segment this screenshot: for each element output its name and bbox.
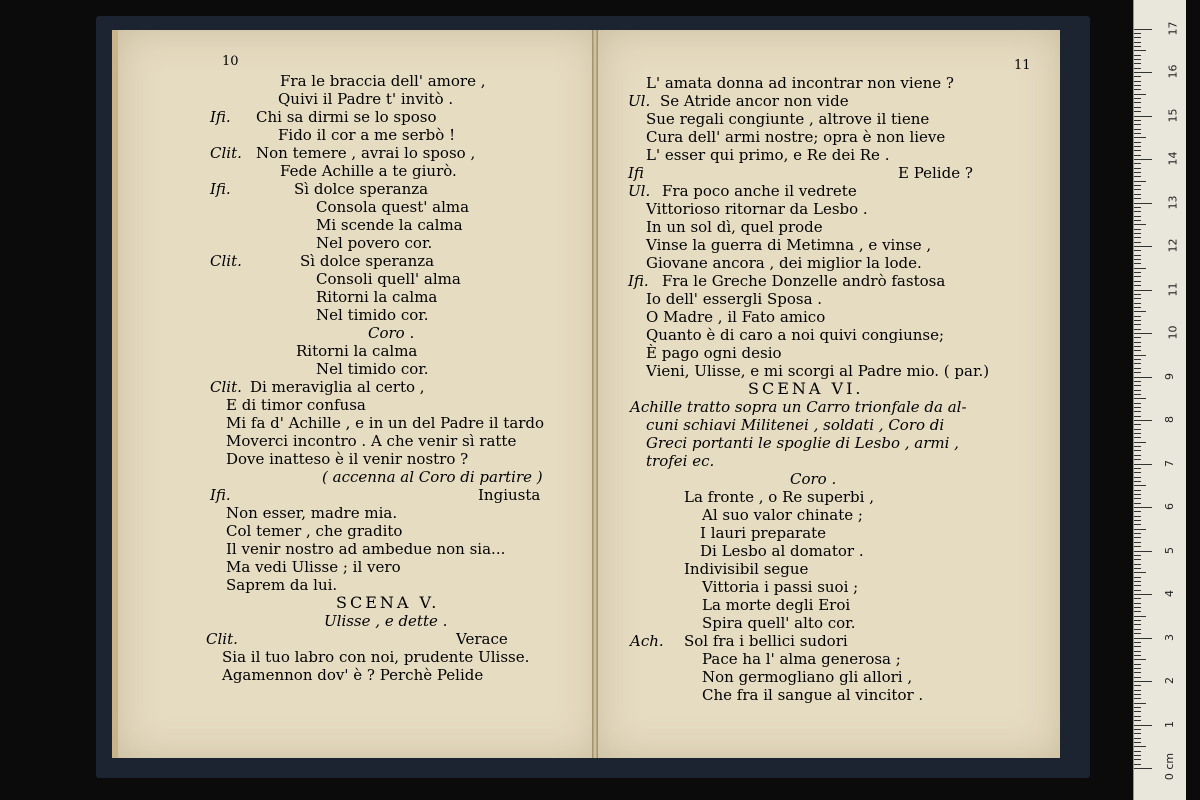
text-line: Spira quell' alto cor.	[702, 614, 856, 632]
ruler-tick	[1134, 363, 1141, 364]
text-line: Pace ha l' alma generosa ;	[702, 650, 901, 668]
ruler-tick	[1134, 129, 1141, 130]
ruler-tick	[1134, 33, 1141, 34]
ruler-tick	[1134, 329, 1141, 330]
ruler-tick	[1134, 681, 1152, 682]
text-line: Vieni, Ulisse, e mi scorgi al Padre mio. ( par.)	[646, 362, 990, 380]
stage-direction: cuni schiavi Militenei , soldati , Coro di	[646, 416, 945, 434]
ruler-number: 17	[1166, 21, 1180, 35]
ruler-tick	[1134, 725, 1152, 726]
ruler-tick	[1134, 707, 1141, 708]
ruler-tick	[1134, 450, 1141, 451]
ruler-tick	[1134, 194, 1141, 195]
ruler-tick	[1134, 768, 1152, 769]
ruler-tick	[1134, 646, 1141, 647]
ruler-tick	[1134, 416, 1141, 417]
ruler-number: 11	[1166, 282, 1180, 296]
stage-direction: trofei ec.	[646, 452, 715, 470]
text-line: Sia il tuo labro con noi, prudente Ulisse.	[222, 648, 530, 666]
ruler-number: 15	[1166, 108, 1180, 122]
ruler-number: 9	[1163, 372, 1176, 380]
ruler-tick	[1134, 102, 1141, 103]
text-line: Nel timido cor.	[316, 306, 429, 324]
ruler-tick	[1134, 37, 1141, 38]
text-line: Consola quest' alma	[316, 198, 470, 216]
ruler-number: 7	[1163, 459, 1176, 467]
text-line: Quivi il Padre t' invitò .	[278, 90, 454, 108]
text-line: E Pelide ?	[898, 164, 973, 182]
ruler-number: 8	[1163, 416, 1176, 423]
ruler-tick	[1134, 146, 1141, 147]
ruler-tick	[1134, 668, 1141, 669]
ruler-tick	[1134, 211, 1141, 212]
scene-heading: SCENA V.	[336, 593, 440, 612]
text-line: E di timor confusa	[226, 396, 366, 414]
ruler-number: 14	[1166, 151, 1180, 166]
text-line: Indivisibil segue	[684, 560, 809, 578]
speaker-label: Clit.	[210, 144, 242, 162]
ruler-tick	[1134, 133, 1141, 134]
ruler-tick	[1134, 163, 1141, 164]
text-line: Ritorni la calma	[316, 288, 438, 306]
ruler-tick	[1134, 150, 1141, 151]
ruler-number: 4	[1163, 590, 1176, 597]
text-line: Di meraviglia al certo ,	[250, 378, 425, 396]
ruler-tick	[1134, 411, 1141, 412]
speaker-label: Ifi.	[628, 272, 649, 290]
ruler-tick	[1134, 581, 1141, 582]
text-line: Il venir nostro ad ambedue non sia...	[226, 540, 506, 558]
ruler-tick	[1134, 224, 1146, 225]
text-line: Col temer , che gradito	[226, 522, 403, 540]
ruler-tick	[1134, 263, 1141, 264]
ruler-tick	[1134, 359, 1141, 360]
ruler-tick	[1134, 477, 1141, 478]
ruler-tick	[1134, 603, 1141, 604]
text-line: Quanto è di caro a noi quivi congiunse;	[646, 326, 945, 344]
chorus-heading: Coro .	[368, 324, 415, 342]
stage-direction: Greci portanti le spoglie di Lesbo , armi ,	[646, 434, 959, 452]
ruler-tick	[1134, 50, 1146, 51]
ruler-tick	[1134, 555, 1141, 556]
ruler-tick	[1134, 507, 1152, 508]
ruler-tick	[1134, 272, 1141, 273]
ruler-tick	[1134, 446, 1141, 447]
text-line: Dove inatteso è il venir nostro ?	[226, 450, 469, 468]
ruler-tick	[1134, 546, 1141, 547]
ruler-number: 10	[1166, 325, 1180, 340]
ruler-tick	[1134, 385, 1141, 386]
ruler-tick	[1134, 316, 1141, 317]
ruler-tick	[1134, 290, 1152, 291]
ruler-tick	[1134, 203, 1152, 204]
ruler-tick	[1134, 511, 1141, 512]
ruler-tick	[1134, 498, 1141, 499]
text-line: È pago ogni desio	[646, 344, 782, 362]
ruler-tick	[1134, 433, 1141, 434]
ruler-tick	[1134, 55, 1141, 56]
ruler-tick	[1134, 755, 1141, 756]
text-line: Consoli quell' alma	[316, 270, 461, 288]
ruler-tick	[1134, 242, 1141, 243]
ruler-tick	[1134, 59, 1141, 60]
ruler-tick	[1134, 481, 1141, 482]
ruler-tick	[1134, 216, 1141, 217]
ruler-tick	[1134, 638, 1152, 639]
ruler-tick	[1134, 733, 1141, 734]
text-line: Verace	[456, 630, 508, 648]
speaker-label: Ach.	[630, 632, 664, 650]
ruler-tick	[1134, 189, 1141, 190]
ruler-tick	[1134, 746, 1146, 747]
ruler-tick	[1134, 346, 1141, 347]
ruler-tick	[1134, 607, 1141, 608]
text-line: La fronte , o Re superbi ,	[684, 488, 874, 506]
ruler-tick	[1134, 464, 1152, 465]
text-line: I lauri preparate	[700, 524, 827, 542]
text-line: Non germogliano gli allori ,	[702, 668, 913, 686]
text-line: Fede Achille a te giurò.	[280, 162, 457, 180]
ruler-tick	[1134, 442, 1146, 443]
text-line: Giovane ancora , dei miglior la lode.	[646, 254, 922, 272]
ruler-tick	[1134, 307, 1141, 308]
ruler-tick	[1134, 42, 1141, 43]
ruler-tick	[1134, 524, 1141, 525]
ruler-tick	[1134, 85, 1141, 86]
text-line: Io dell' essergli Sposa .	[646, 290, 823, 308]
text-line: Ma vedi Ulisse ; il vero	[226, 558, 401, 576]
ruler-tick	[1134, 738, 1141, 739]
ruler-tick	[1134, 172, 1141, 173]
ruler-tick	[1134, 485, 1146, 486]
ruler-tick	[1134, 720, 1141, 721]
text-line: In un sol dì, quel prode	[646, 218, 823, 236]
ruler-tick	[1134, 176, 1141, 177]
ruler-tick	[1134, 72, 1152, 73]
measuring-ruler	[1133, 0, 1186, 800]
ruler-tick	[1134, 742, 1141, 743]
ruler-tick	[1134, 520, 1141, 521]
speaker-label: Ifi	[628, 164, 644, 182]
ruler-number: 12	[1166, 238, 1180, 253]
ruler-tick	[1134, 577, 1141, 578]
ruler-tick	[1134, 472, 1141, 473]
text-line: Ritorni la calma	[296, 342, 418, 360]
text-line: Cura dell' armi nostre; opra è non lieve	[646, 128, 946, 146]
ruler-number: 5	[1163, 546, 1176, 554]
speaker-label: Ul.	[628, 92, 651, 110]
text-line: Agamennon dov' è ? Perchè Pelide	[222, 666, 484, 684]
ruler-tick	[1134, 350, 1141, 351]
text-line: Vinse la guerra di Metimna , e vinse ,	[646, 236, 932, 254]
ruler-tick	[1134, 424, 1141, 425]
ruler-tick	[1134, 372, 1141, 373]
ruler-tick	[1134, 320, 1141, 321]
ruler-tick	[1134, 168, 1141, 169]
ruler-tick	[1134, 255, 1141, 256]
ruler-tick	[1134, 220, 1141, 221]
ruler-tick	[1134, 537, 1141, 538]
text-line: Saprem da lui.	[226, 576, 338, 594]
ruler-tick	[1134, 246, 1152, 247]
speaker-label: Clit.	[206, 630, 238, 648]
scene-characters: Ulisse , e dette .	[324, 612, 448, 630]
ruler-tick	[1134, 494, 1141, 495]
ruler-tick	[1134, 268, 1146, 269]
ruler-tick	[1134, 89, 1141, 90]
right-page-number: 11	[1014, 58, 1031, 73]
ruler-tick	[1134, 381, 1141, 382]
ruler-tick	[1134, 403, 1141, 404]
text-line: Moverci incontro . A che venir sì ratte	[226, 432, 517, 450]
left-page-number: 10	[222, 54, 239, 69]
ruler-tick	[1134, 120, 1141, 121]
ruler-tick	[1134, 342, 1141, 343]
text-line: Fra le braccia dell' amore ,	[280, 72, 486, 90]
text-line: Sì dolce speranza	[294, 180, 429, 198]
ruler-tick	[1134, 303, 1141, 304]
ruler-tick	[1134, 468, 1141, 469]
text-line: Vittoria i passi suoi ;	[702, 578, 859, 596]
text-line: La morte degli Eroi	[702, 596, 851, 614]
ruler-tick	[1134, 594, 1152, 595]
ruler-tick	[1134, 624, 1141, 625]
ruler-tick	[1134, 181, 1146, 182]
speaker-label: Ifi.	[210, 108, 231, 126]
ruler-tick	[1134, 324, 1141, 325]
speaker-label: Clit.	[210, 378, 242, 396]
ruler-tick	[1134, 729, 1141, 730]
stage-direction: ( accenna al Coro di partire )	[322, 468, 543, 486]
text-line: Mi fa d' Achille , e in un del Padre il tardo	[226, 414, 545, 432]
ruler-tick	[1134, 516, 1141, 517]
ruler-tick	[1134, 459, 1141, 460]
ruler-tick	[1134, 107, 1141, 108]
ruler-tick	[1134, 694, 1141, 695]
ruler-tick	[1134, 642, 1141, 643]
ruler-tick	[1134, 759, 1141, 760]
ruler-tick	[1134, 94, 1146, 95]
text-line: Sì dolce speranza	[300, 252, 435, 270]
ruler-tick	[1134, 155, 1141, 156]
ruler-tick	[1134, 620, 1141, 621]
ruler-tick	[1134, 298, 1141, 299]
ruler-tick	[1134, 751, 1141, 752]
ruler-tick	[1134, 672, 1141, 673]
ruler-tick	[1134, 572, 1146, 573]
text-line: Che fra il sangue al vincitor .	[702, 686, 924, 704]
ruler-tick	[1134, 716, 1141, 717]
ruler-tick	[1134, 629, 1141, 630]
ruler-tick	[1134, 616, 1146, 617]
ruler-tick	[1134, 142, 1141, 143]
ruler-tick	[1134, 398, 1146, 399]
text-line: Nel timido cor.	[316, 360, 429, 378]
ruler-tick	[1134, 390, 1141, 391]
ruler-tick	[1134, 285, 1141, 286]
ruler-tick	[1134, 29, 1152, 30]
text-line: Mi scende la calma	[316, 216, 463, 234]
text-line: Sue regali congiunte , altrove il tiene	[646, 110, 930, 128]
text-line: O Madre , il Fato amico	[646, 308, 826, 326]
ruler-tick	[1134, 651, 1141, 652]
ruler-tick	[1134, 590, 1141, 591]
ruler-tick	[1134, 237, 1141, 238]
text-line: Se Atride ancor non vide	[660, 92, 849, 110]
ruler-tick	[1134, 137, 1146, 138]
ruler-tick	[1134, 429, 1141, 430]
ruler-tick	[1134, 68, 1141, 69]
ruler-tick	[1134, 633, 1141, 634]
ruler-tick	[1134, 124, 1141, 125]
ruler-tick	[1134, 185, 1141, 186]
ruler-tick	[1134, 533, 1141, 534]
ruler-tick	[1134, 281, 1141, 282]
ruler-tick	[1134, 703, 1146, 704]
text-line: Sol fra i bellici sudori	[684, 632, 848, 650]
text-line: Al suo valor chinate ;	[702, 506, 863, 524]
ruler-tick	[1134, 685, 1141, 686]
scene-heading: SCENA VI.	[748, 379, 864, 398]
ruler-tick	[1134, 159, 1152, 160]
ruler-tick	[1134, 207, 1141, 208]
ruler-tick	[1134, 355, 1146, 356]
text-line: Chi sa dirmi se lo sposo	[256, 108, 437, 126]
text-line: Fra le Greche Donzelle andrò fastosa	[662, 272, 946, 290]
ruler-tick	[1134, 407, 1141, 408]
ruler-tick	[1134, 311, 1146, 312]
ruler-number: 2	[1163, 677, 1176, 684]
ruler-tick	[1134, 250, 1141, 251]
ruler-tick	[1134, 229, 1141, 230]
ruler-tick	[1134, 677, 1141, 678]
text-line: L' esser qui primo, e Re dei Re .	[646, 146, 890, 164]
ruler-tick	[1134, 276, 1141, 277]
ruler-tick	[1134, 63, 1141, 64]
ruler-tick	[1134, 664, 1141, 665]
ruler-tick	[1134, 568, 1141, 569]
text-line: Vittorioso ritornar da Lesbo .	[646, 200, 868, 218]
ruler-tick	[1134, 76, 1141, 77]
ruler-tick	[1134, 455, 1141, 456]
ruler-tick	[1134, 420, 1152, 421]
speaker-label: Ifi.	[210, 180, 231, 198]
speaker-label: Clit.	[210, 252, 242, 270]
ruler-number: 6	[1163, 503, 1176, 510]
ruler-tick	[1134, 529, 1146, 530]
ruler-tick	[1134, 551, 1152, 552]
ruler-tick	[1134, 598, 1141, 599]
ruler-tick	[1134, 564, 1141, 565]
ruler-tick	[1134, 690, 1141, 691]
ruler-tick	[1134, 111, 1141, 112]
ruler-tick	[1134, 542, 1141, 543]
text-line: L' amata donna ad incontrar non viene ?	[646, 74, 954, 92]
ruler-tick	[1134, 659, 1146, 660]
speaker-label: Ifi.	[210, 486, 231, 504]
ruler-zero-label: 0 cm	[1163, 752, 1177, 781]
ruler-tick	[1134, 585, 1141, 586]
ruler-tick	[1134, 337, 1141, 338]
ruler-tick	[1134, 559, 1141, 560]
ruler-tick	[1134, 437, 1141, 438]
ruler-tick	[1134, 198, 1141, 199]
ruler-tick	[1134, 116, 1152, 117]
ruler-tick	[1134, 655, 1141, 656]
text-line: Ingiusta	[478, 486, 541, 504]
ruler-tick	[1134, 711, 1141, 712]
ruler-tick	[1134, 490, 1141, 491]
ruler-tick	[1134, 233, 1141, 234]
text-line: Non esser, madre mia.	[226, 504, 398, 522]
text-line: Fido il cor a me serbò !	[278, 126, 456, 144]
ruler-tick	[1134, 259, 1141, 260]
ruler-tick	[1134, 377, 1152, 378]
ruler-tick	[1134, 46, 1141, 47]
ruler-tick	[1134, 698, 1141, 699]
stage-direction: Achille tratto sopra un Carro trionfale da al-	[630, 398, 967, 416]
text-line: Fra poco anche il vedrete	[662, 182, 857, 200]
ruler-number: 16	[1166, 64, 1180, 79]
ruler-tick	[1134, 333, 1152, 334]
ruler-tick	[1134, 294, 1141, 295]
ruler-tick	[1134, 394, 1141, 395]
ruler-number: 13	[1166, 195, 1180, 209]
ruler-tick	[1134, 764, 1141, 765]
chorus-heading: Coro .	[790, 470, 837, 488]
ruler-tick	[1134, 98, 1141, 99]
ruler-number: 1	[1163, 720, 1176, 728]
text-line: Di Lesbo al domator .	[700, 542, 864, 560]
ruler-tick	[1134, 503, 1141, 504]
speaker-label: Ul.	[628, 182, 651, 200]
ruler-tick	[1134, 81, 1141, 82]
ruler-tick	[1134, 611, 1141, 612]
ruler-tick	[1134, 368, 1141, 369]
text-line: Non temere , avrai lo sposo ,	[256, 144, 476, 162]
text-line: Nel povero cor.	[316, 234, 433, 252]
ruler-number: 3	[1163, 633, 1176, 641]
